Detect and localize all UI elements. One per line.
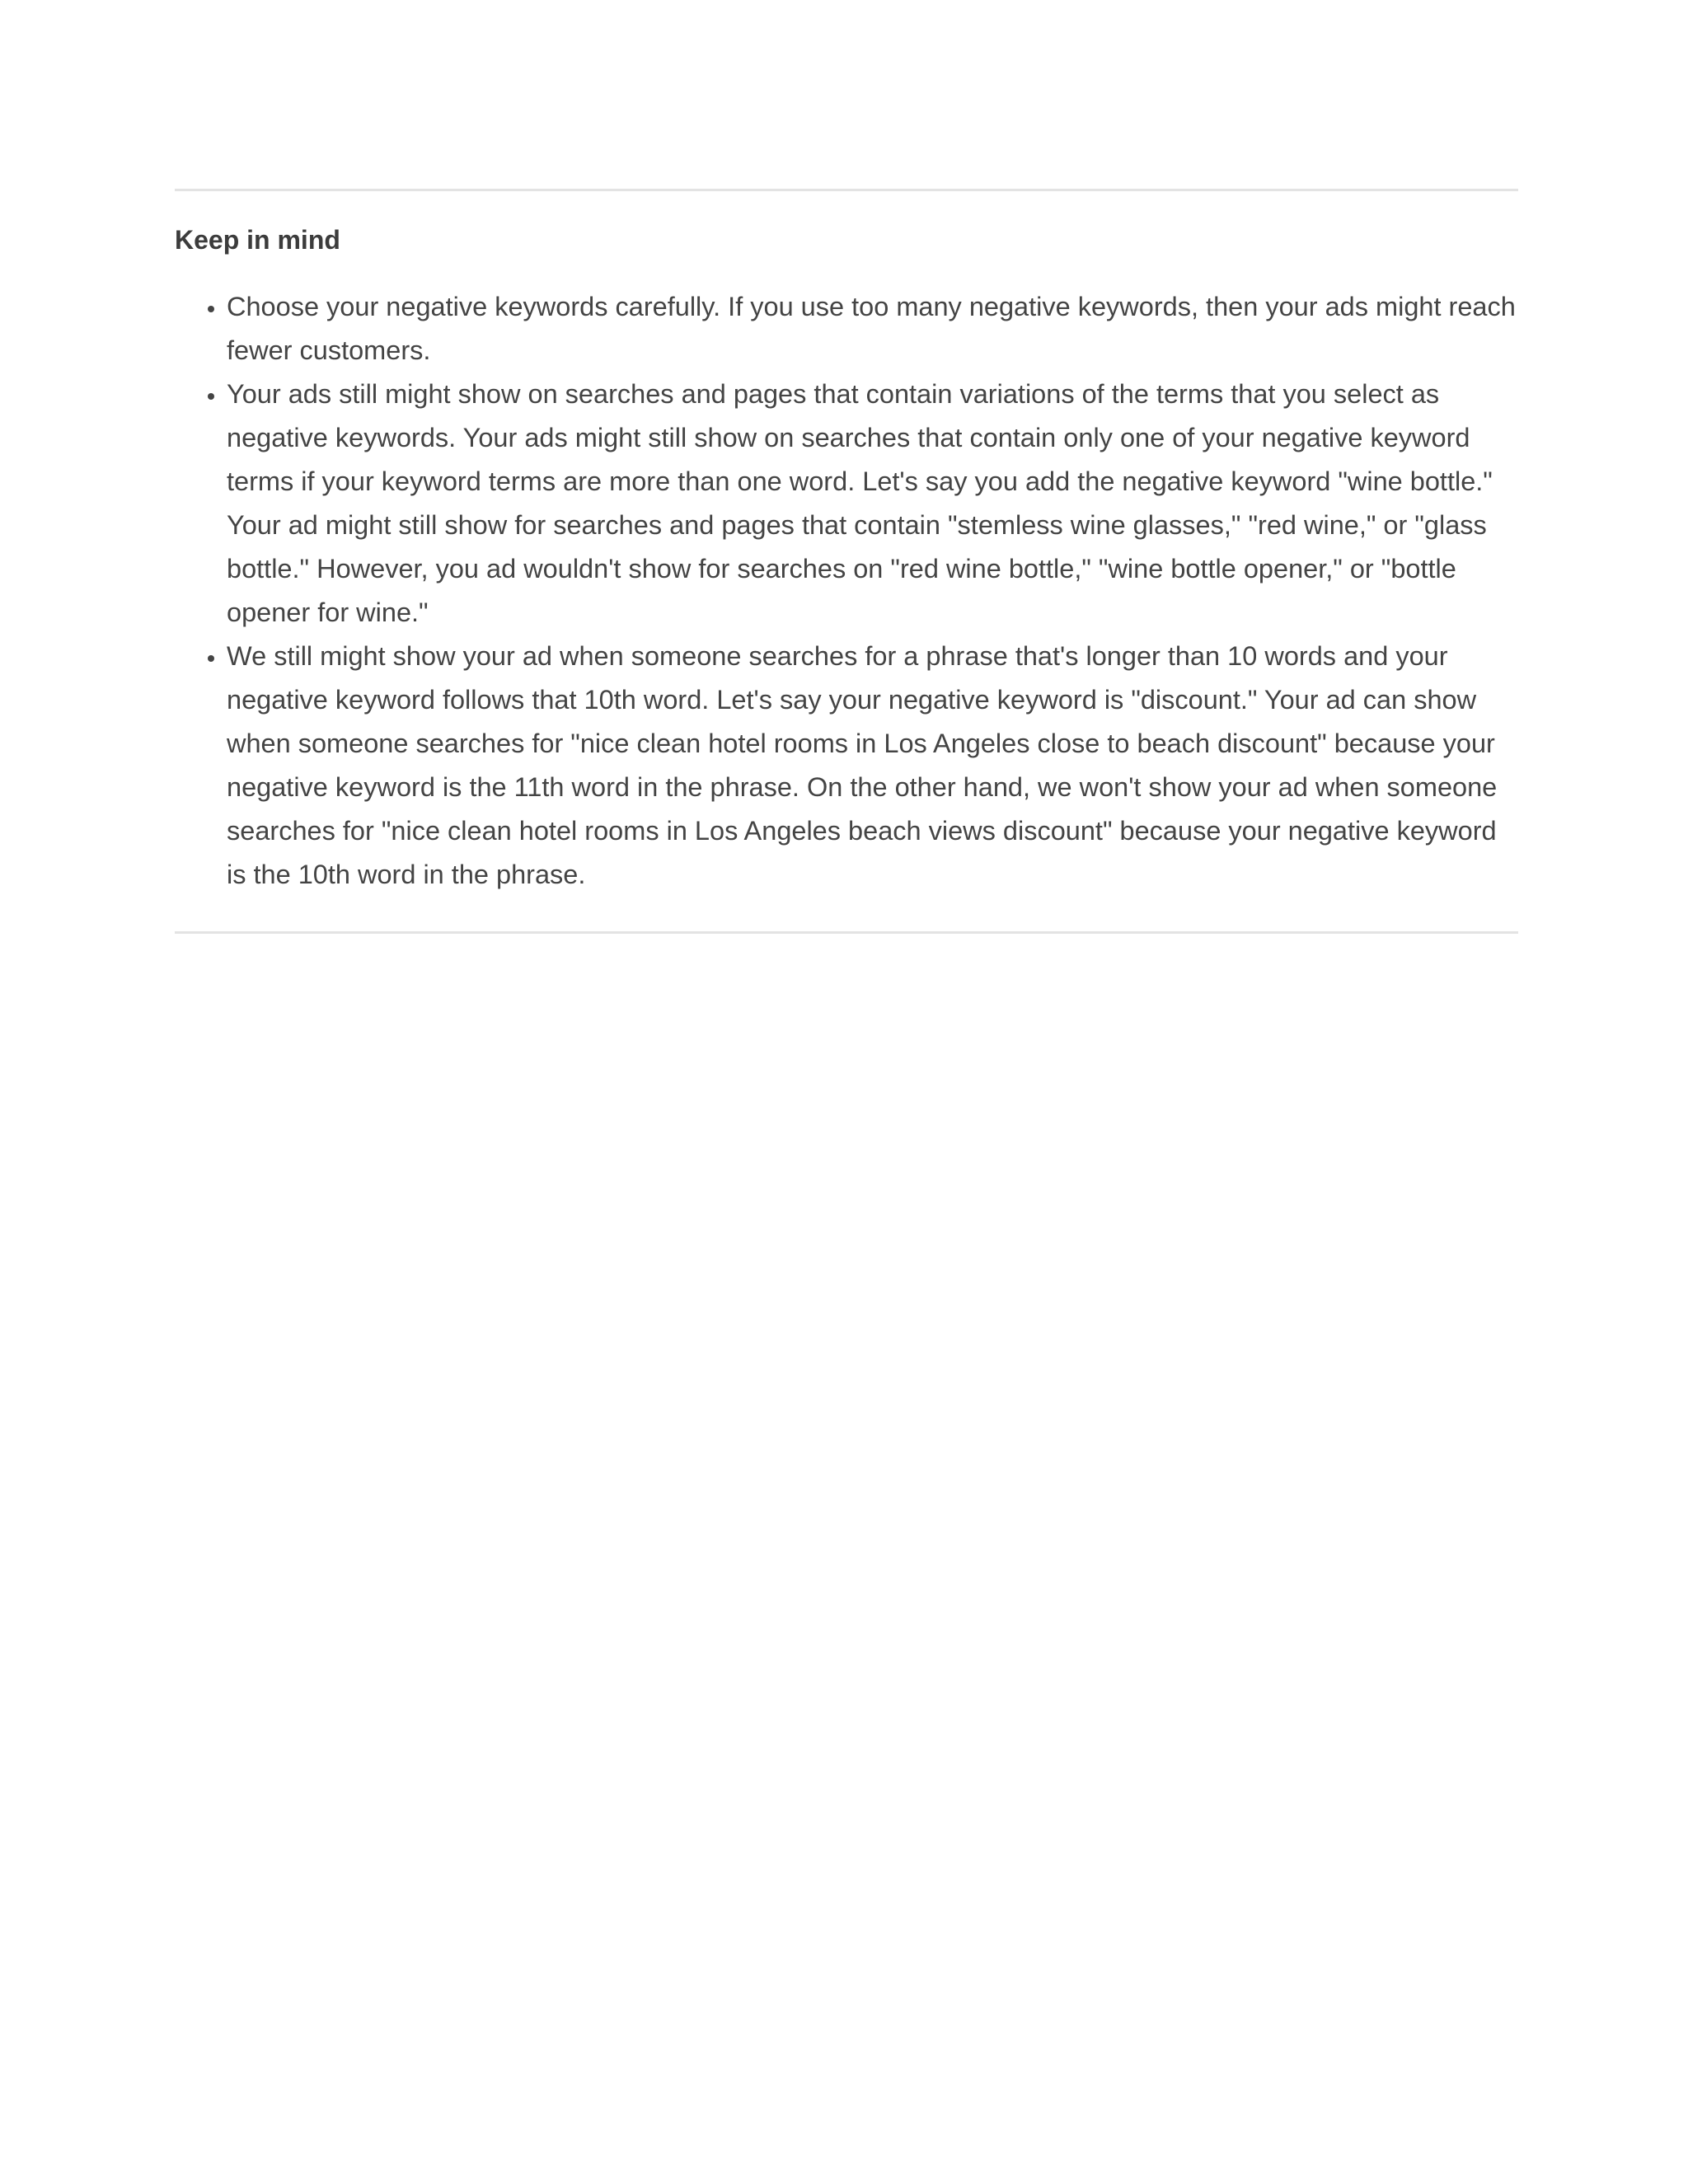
list-item: • We still might show your ad when someone searches for a phrase that's longer than 10 words and your negative keyword follows that 10th word. Let's say your negative keyword is "discount." Your ad can show when someone searches for "nice clean hotel rooms in Los Angeles close to beach discount" because your negative keyword is the 11th word in the phrase. On the other hand, we won't show your ad when someone searches for "nice clean hotel rooms in Los Angeles beach views discount" because your negative keyword is the 10th word in the phrase. (227, 635, 1518, 897)
list-item: • Your ads still might show on searches and pages that contain variations of the terms that you select as negative keywords. Your ads might still show on searches that contain only one of your negative keyword terms if your keyword terms are more than one word. Let's say you add the negative keyword "wine bottle." Your ad might still show for searches and pages that contain "stemless wine glasses," "red wine," or "glass bottle." However, you ad wouldn't show for searches on "red wine bottle," "wine bottle opener," or "bottle opener for wine." (227, 373, 1518, 635)
section-heading: Keep in mind (175, 225, 340, 255)
top-divider (175, 189, 1518, 191)
bottom-divider (175, 931, 1518, 934)
list-item: • Choose your negative keywords carefully. If you use too many negative keywords, then your ads might reach fewer customers. (227, 285, 1518, 373)
document-page (175, 189, 1518, 934)
bullet-list (175, 285, 1518, 897)
